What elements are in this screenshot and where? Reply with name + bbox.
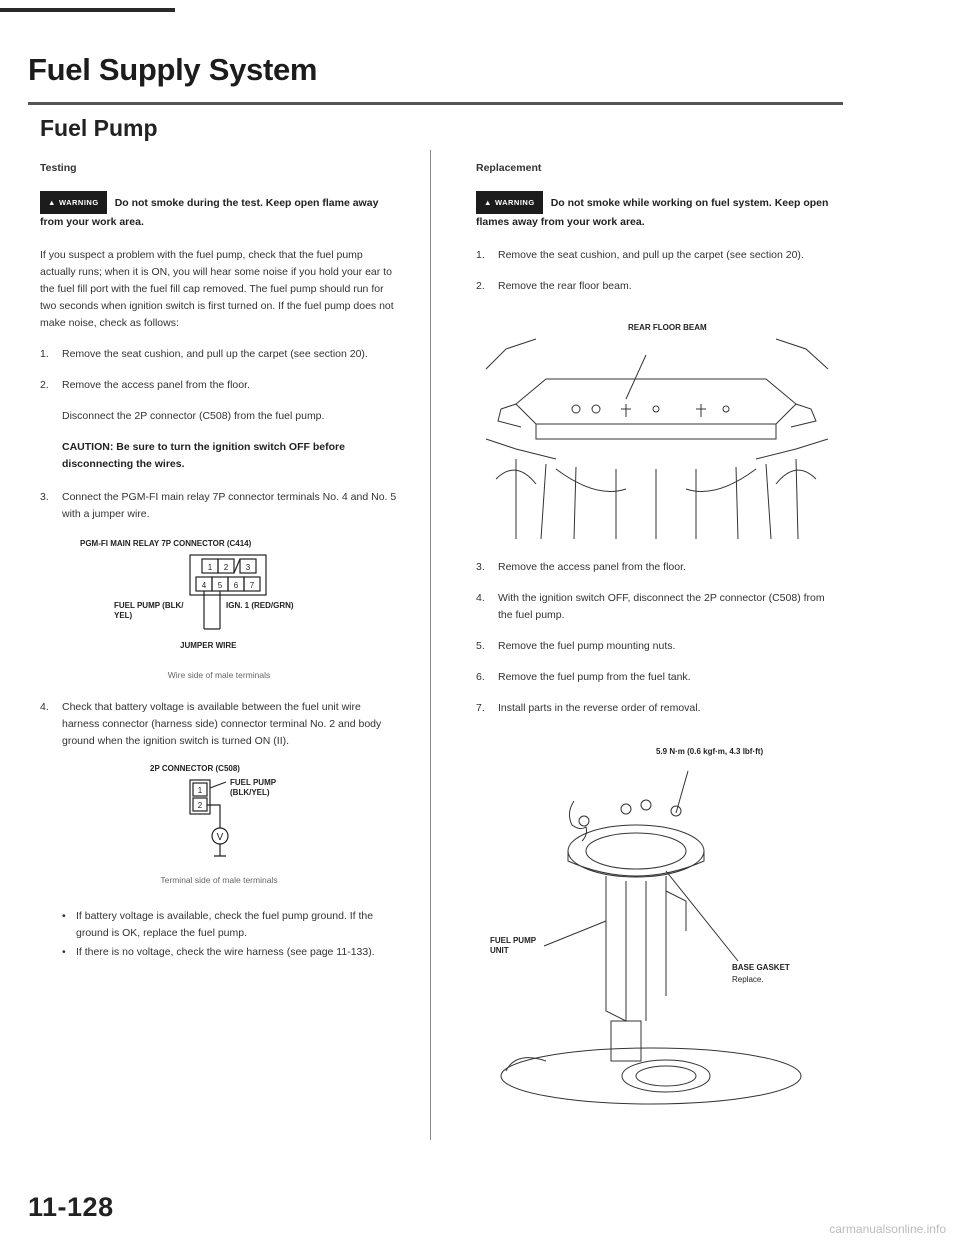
fuel-tank-ring xyxy=(636,1066,696,1086)
base-gasket-label: BASE GASKET xyxy=(732,963,790,972)
relay-pin-label-3: 3 xyxy=(245,563,251,572)
testing-step-4 xyxy=(40,699,398,750)
floor-beam-bracket-right xyxy=(791,404,816,427)
floor-beam-figure xyxy=(476,309,838,547)
result-bullet-1: • If battery voltage is available, check the fuel pump ground. If the ground is OK, replace the fuel pump. xyxy=(62,908,398,942)
mounting-nut-2 xyxy=(641,800,651,810)
relay-pin-label-4: 4 xyxy=(201,581,207,590)
rear-floor-beam-label: REAR FLOOR BEAM xyxy=(628,323,707,332)
2p-pin-label-2: 2 xyxy=(197,801,203,810)
replacement-step-5 xyxy=(476,638,838,655)
voltmeter-label: V xyxy=(216,832,224,843)
testing-column xyxy=(40,160,398,963)
relay-label-jumper: JUMPER WIRE xyxy=(180,641,237,650)
relay-connector-diagram xyxy=(40,537,398,687)
testing-caution: CAUTION: Be sure to turn the ignition switch OFF before disconnecting the wires. xyxy=(62,441,345,470)
jumper-wire xyxy=(204,591,220,629)
relay-connector-figure xyxy=(40,537,398,687)
step-number: 6. xyxy=(476,671,485,683)
2p-label-fuel-pump: FUEL PUMP (BLK/YEL) xyxy=(230,778,276,797)
step-text: Remove the rear floor beam. xyxy=(498,280,632,292)
fuel-pump-unit-label: FUEL PUMP UNIT xyxy=(490,936,536,955)
pump-unit-leader-line xyxy=(544,921,606,946)
step-number: 3. xyxy=(40,491,49,503)
relay-pin-label-2: 2 xyxy=(223,563,229,572)
ground-lead xyxy=(214,844,226,856)
page-title: Fuel Supply System xyxy=(28,52,318,87)
step-text: Install parts in the reverse order of removal. xyxy=(498,702,701,714)
step-number: 3. xyxy=(476,561,485,573)
testing-warning xyxy=(40,191,398,231)
testing-step-3 xyxy=(40,489,398,523)
section-title: Fuel Pump xyxy=(40,115,158,141)
replacement-step-7 xyxy=(476,700,838,717)
replacement-step-2 xyxy=(476,278,838,295)
step-number: 4. xyxy=(40,701,49,713)
step-number: 2. xyxy=(40,379,49,391)
floor-beam-upper xyxy=(516,379,796,424)
testing-step-1 xyxy=(40,346,398,363)
warning-text: Do not smoke during the test. Keep open flame away from your work area. xyxy=(40,197,379,228)
beam-bolt-3 xyxy=(653,406,659,412)
step-number: 2. xyxy=(476,280,485,292)
mounting-nut-4 xyxy=(579,816,589,826)
result-bullets xyxy=(40,908,398,961)
step-text: Remove the access panel from the floor. xyxy=(498,561,686,573)
beam-bolt-2 xyxy=(592,405,600,413)
step-text: Connect the PGM-FI main relay 7P connector terminals No. 4 and No. 5 with a jumper wire. xyxy=(62,491,397,520)
step-text: With the ignition switch OFF, disconnect the 2P connector (C508) from the fuel pump. xyxy=(498,592,825,621)
relay-label-fuel-pump: FUEL PUMP (BLK/ YEL) xyxy=(114,601,184,620)
pump-wire-harness xyxy=(569,801,586,841)
beam-bolt-4 xyxy=(723,406,729,412)
beam-bolt-marker-2 xyxy=(696,404,706,417)
step-number: 1. xyxy=(40,348,49,360)
watermark: carmanualsonline.info xyxy=(829,1222,946,1236)
gasket-leader-line xyxy=(666,871,738,961)
replacement-step-3 xyxy=(476,559,838,576)
fuel-tank-outline xyxy=(501,1048,801,1104)
mounting-nut-1 xyxy=(621,804,631,814)
floor-beam-bracket-left xyxy=(498,404,521,427)
beam-leader-line xyxy=(626,355,646,399)
floor-beam-lower xyxy=(536,424,776,439)
step-number: 1. xyxy=(476,249,485,261)
floor-outline-right xyxy=(756,339,828,459)
page-number: 11-128 xyxy=(28,1192,114,1222)
floor-beam-illustration xyxy=(476,309,838,547)
relay-figure-title: PGM-FI MAIN RELAY 7P CONNECTOR (C414) xyxy=(80,539,252,548)
beam-bolt-1 xyxy=(572,405,580,413)
warning-badge: ▲ WARNING xyxy=(476,191,543,214)
pump-pipe xyxy=(666,891,686,931)
base-gasket-replace: Replace. xyxy=(732,975,764,984)
testing-intro: If you suspect a problem with the fuel pump, check that the fuel pump actually runs; when it is ON, you will hear some noise if you hold your ear to the fuel fill port with the fuel fill cap removed. The fuel pump should run for two seconds when ignition switch is first turned on. If the fuel pump does not make noise, check as follows: xyxy=(40,249,394,329)
replacement-step-1 xyxy=(476,247,838,264)
testing-heading: Testing xyxy=(40,162,77,174)
beam-bolt-marker-1 xyxy=(621,404,631,417)
pump-body xyxy=(606,876,666,1021)
fuel-pump-figure xyxy=(476,731,838,1111)
replacement-warning xyxy=(476,191,838,231)
warning-badge: ▲ WARNING xyxy=(40,191,107,214)
pump-flange-edge xyxy=(568,851,704,876)
testing-step-2 xyxy=(40,377,398,394)
2p-figure-title: 2P CONNECTOR (C508) xyxy=(150,764,240,773)
warning-triangle-icon: ▲ xyxy=(48,198,56,207)
fuel-pump-illustration xyxy=(476,731,838,1111)
2p-test-lead xyxy=(207,805,220,828)
step-text: Remove the fuel pump from the fuel tank. xyxy=(498,671,691,683)
step-text: Remove the seat cushion, and pull up the carpet (see section 20). xyxy=(62,348,368,360)
fuel-tank-opening xyxy=(622,1060,710,1092)
relay-pin-label-5: 5 xyxy=(217,581,223,590)
step-number: 4. xyxy=(476,592,485,604)
relay-leader-line xyxy=(234,559,240,573)
2p-connector-figure xyxy=(40,764,398,896)
2p-leader-line xyxy=(210,782,226,788)
title-rule xyxy=(28,102,843,105)
warning-text: Do not smoke while working on fuel system. Keep open flames away from your work area. xyxy=(476,197,829,228)
relay-pin-label-1: 1 xyxy=(207,563,213,572)
replacement-step-4 xyxy=(476,590,838,624)
relay-pin-label-6: 6 xyxy=(233,581,239,590)
2p-pin-label-1: 1 xyxy=(197,786,203,795)
fuel-tank-left xyxy=(506,1058,546,1071)
result-bullet-2: • If there is no voltage, check the wire harness (see page 11-133). xyxy=(62,944,398,961)
relay-pin-label-7: 7 xyxy=(249,581,255,590)
replacement-step-6 xyxy=(476,669,838,686)
mounting-nut-3 xyxy=(671,806,681,816)
warning-triangle-icon: ▲ xyxy=(484,198,492,207)
testing-step-2-detail: Disconnect the 2P connector (C508) from the fuel pump. xyxy=(62,410,325,422)
replacement-heading: Replacement xyxy=(476,162,542,174)
step-text: Check that battery voltage is available between the fuel unit wire harness connector (harness side) connector terminal No. 2 and body ground when the ignition switch is turned ON (II). xyxy=(62,701,382,747)
2p-figure-caption: Terminal side of male terminals xyxy=(160,875,278,885)
step-text: Remove the fuel pump mounting nuts. xyxy=(498,640,676,652)
replacement-column xyxy=(476,160,838,1123)
column-divider xyxy=(430,150,431,1140)
step-text: Remove the access panel from the floor. xyxy=(62,379,250,391)
floor-outline-left xyxy=(486,339,556,459)
torque-spec-label: 5.9 N·m (0.6 kgf·m, 4.3 lbf·ft) xyxy=(656,747,764,756)
header-bar xyxy=(0,8,175,12)
relay-figure-caption: Wire side of male terminals xyxy=(167,670,271,680)
pump-flange-inner xyxy=(586,833,686,869)
step-number: 5. xyxy=(476,640,485,652)
step-number: 7. xyxy=(476,702,485,714)
relay-label-ign: IGN. 1 (RED/GRN) xyxy=(226,601,294,610)
step-text: Remove the seat cushion, and pull up the carpet (see section 20). xyxy=(498,249,804,261)
pump-filter xyxy=(611,1021,641,1061)
